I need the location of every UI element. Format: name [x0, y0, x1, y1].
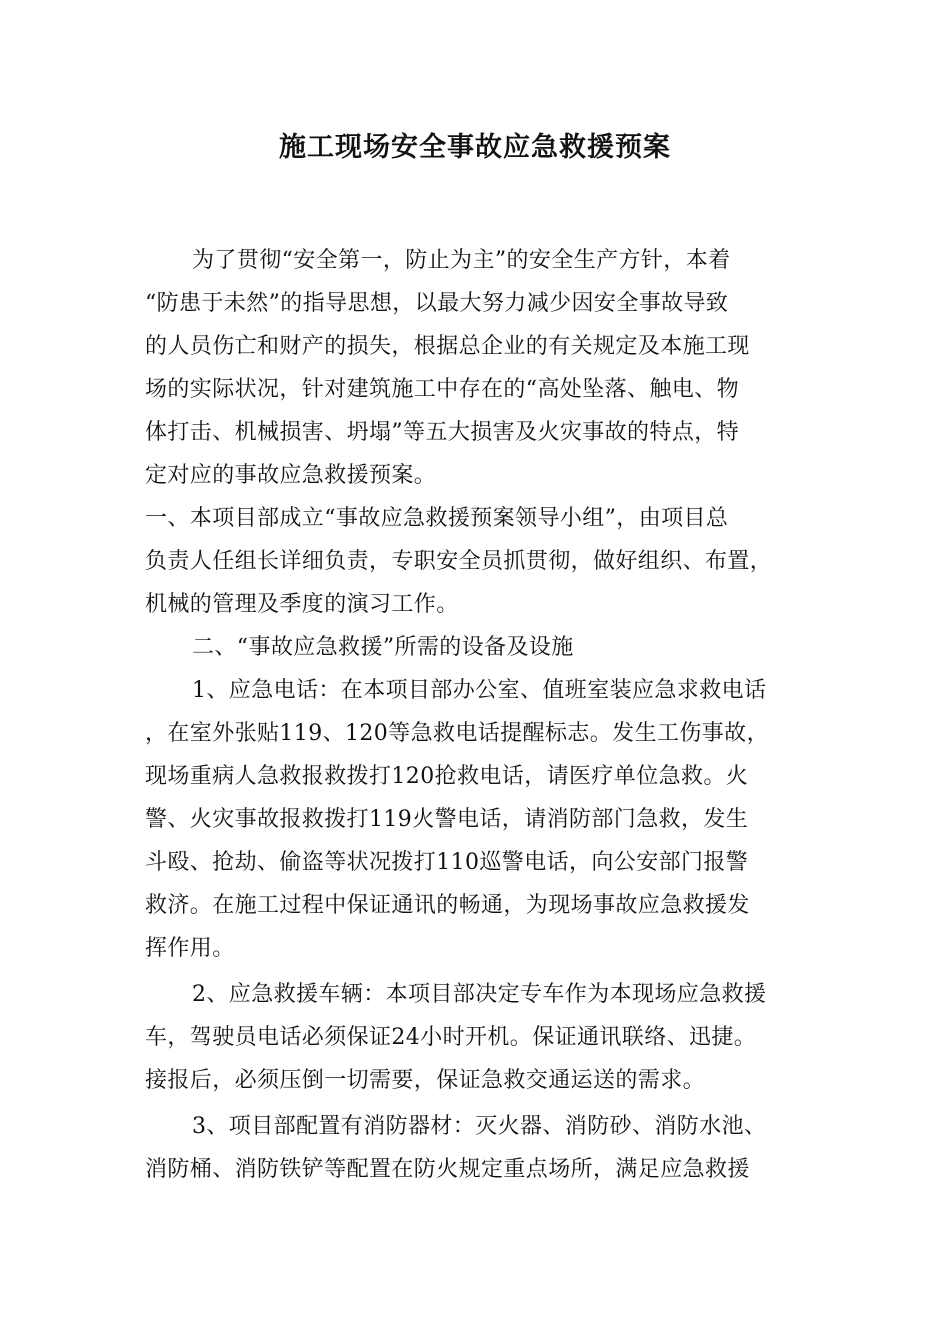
body-line-21: 3、项目部配置有消防器材：灭火器、消防砂、消防水池、 — [192, 1114, 767, 1139]
body-line-22: 消防桶、消防铁铲等配置在防火规定重点场所，满足应急救援 — [145, 1157, 750, 1182]
body-line-9: 机械的管理及季度的演习工作。 — [145, 592, 459, 617]
body-line-16: 救济。在施工过程中保证通讯的畅通，为现场事故应急救援发 — [145, 893, 750, 918]
body-line-1: 为了贯彻“安全第一，防止为主”的安全生产方针，本着 — [192, 248, 731, 273]
body-line-3: 的人员伤亡和财产的损失，根据总企业的有关规定及本施工现 — [145, 334, 750, 359]
body-line-7: 一、本项目部成立“事故应急救援预案领导小组”，由项目总 — [145, 506, 729, 531]
body-line-13: 现场重病人急救报救拨打120抢救电话，请医疗单位急救。火 — [145, 764, 749, 789]
body-line-17: 挥作用。 — [145, 936, 235, 961]
body-line-2: “防患于未然”的指导思想，以最大努力减少因安全事故导致 — [145, 291, 729, 316]
body-line-12: ，在室外张贴119、120等急救电话提醒标志。发生工伤事故， — [145, 721, 769, 746]
body-line-15: 斗殴、抢劫、偷盗等状况拨打110巡警电话，向公安部门报警 — [145, 850, 749, 875]
body-line-4: 场的实际状况，针对建筑施工中存在的“高处坠落、触电、物 — [145, 377, 740, 402]
body-line-20: 接报后，必须压倒一切需要，保证急救交通运送的需求。 — [145, 1068, 706, 1093]
body-line-11: 1、应急电话：在本项目部办公室、值班室装应急求救电话 — [192, 678, 767, 703]
body-line-18: 2、应急救援车辆：本项目部决定专车作为本现场应急救援 — [192, 982, 767, 1007]
body-line-8: 负责人任组长详细负责，专职安全员抓贯彻，做好组织、布置， — [145, 549, 773, 574]
body-line-6: 定对应的事故应急救援预案。 — [145, 463, 437, 488]
body-line-10: 二、“事故应急救援”所需的设备及设施 — [192, 635, 574, 660]
body-line-5: 体打击、机械损害、坍塌”等五大损害及火灾事故的特点，特 — [145, 420, 740, 445]
document-title: 施工现场安全事故应急救援预案 — [279, 132, 671, 163]
body-line-19: 车，驾驶员电话必须保证24小时开机。保证通讯联络、迅捷。 — [145, 1025, 757, 1050]
body-line-14: 警、火灾事故报救拨打119火警电话，请消防部门急救，发生 — [145, 807, 749, 832]
